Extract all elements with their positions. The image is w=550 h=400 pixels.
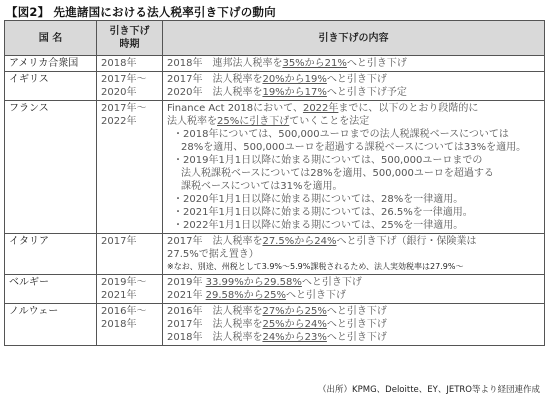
period-cell — [97, 101, 163, 234]
period-line: 2022年 — [101, 116, 137, 127]
content-line: 2017年 法人税率を27.5%から24%へと引き下げ（銀行・保険業は — [167, 236, 477, 247]
header-period — [97, 21, 163, 56]
country-cell: アメリカ合衆国 — [5, 56, 97, 72]
content-line: 2020年 法人税率を19%から17%へと引き下げ予定 — [167, 87, 407, 98]
list-item: ・2020年1月1日以降に始まる期については、28%を一律適用。 — [173, 194, 464, 205]
country-cell: イギリス — [5, 72, 97, 101]
header-period-line-1: 引き下げ — [109, 26, 150, 37]
period-line: 2020年 — [101, 87, 137, 98]
period-line: 2017年～ — [101, 103, 147, 114]
header-period-line-2: 時期 — [119, 39, 140, 50]
country-cell: フランス — [5, 101, 97, 234]
table-header-row — [5, 21, 545, 56]
content-line: 法人税率を25%に引き下げていくことを法定 — [167, 116, 370, 127]
period-cell — [97, 304, 163, 346]
list-item-continuation: 課税ベースについては31%を適用。 — [181, 181, 343, 192]
period-cell — [97, 72, 163, 101]
period-line: 2016年～ — [101, 306, 147, 317]
content-line: 2016年 法人税率を27%から25%へと引き下げ — [167, 306, 387, 317]
list-item-continuation: 28%を適用、500,000ユーロを超過する課税ベースについては33%を適用。 — [181, 142, 527, 153]
list-item: ・2022年1月1日以降に始まる期については、25%を一律適用。 — [173, 220, 464, 231]
content-cell — [163, 72, 545, 101]
content-line: 2019年 33.99%から29.58%へと引き下げ — [167, 277, 362, 288]
table-row-belgium — [5, 275, 545, 304]
content-line: 27.5%で据え置き） — [167, 249, 259, 260]
list-item: ・2021年1月1日以降に始まる期については、26.5%を一律適用。 — [173, 207, 473, 218]
period-cell — [97, 234, 163, 275]
table-row-usa — [5, 56, 545, 72]
content-line: Finance Act 2018において、2022年までに、以下のとおり段階的に — [167, 103, 479, 114]
content-cell — [163, 101, 545, 234]
source-note: （出所）KPMG、Deloitte、EY、JETRO等より経団連作成 — [318, 385, 540, 395]
list-item-continuation: 法人税課税ベースについては28%を適用、500,000ユーロを超過する — [181, 168, 494, 179]
table-row-italy — [5, 234, 545, 275]
table-row-norway — [5, 304, 545, 346]
period-line: 2018年 — [101, 58, 137, 69]
table-row-uk — [5, 72, 545, 101]
tax-rate-table — [4, 20, 545, 346]
table-row-france — [5, 101, 545, 234]
period-line: 2021年 — [101, 290, 137, 301]
figure-title: 【図2】 先進諸国における法人税率引き下げの動向 — [6, 5, 276, 19]
list-item: ・2018年については、500,000ユーロまでの法人税課税ベースについては — [173, 129, 509, 140]
country-cell: イタリア — [5, 234, 97, 275]
period-cell — [97, 56, 163, 72]
content-line: 2018年 連邦法人税率を35%から21%へと引き下げ — [167, 58, 407, 69]
period-cell — [97, 275, 163, 304]
header-content: 引き下げの内容 — [163, 21, 545, 56]
content-cell — [163, 275, 545, 304]
period-line: 2019年～ — [101, 277, 147, 288]
period-line: 2017年～ — [101, 74, 147, 85]
country-cell: ベルギー — [5, 275, 97, 304]
content-cell — [163, 304, 545, 346]
footnote: ※なお、別途、州税として3.9%～5.9%課税されるため、法人実効税率は27.9%～ — [167, 262, 464, 271]
header-country: 国 名 — [5, 21, 97, 56]
content-line: 2021年 29.58%から25%へと引き下げ — [167, 290, 346, 301]
content-line: 2018年 法人税率を24%から23%へと引き下げ — [167, 332, 387, 343]
period-line: 2017年 — [101, 236, 137, 247]
period-line: 2018年 — [101, 319, 137, 330]
content-cell — [163, 56, 545, 72]
content-cell — [163, 234, 545, 275]
content-line: 2017年 法人税率を20%から19%へと引き下げ — [167, 74, 387, 85]
list-item: ・2019年1月1日以降に始まる期については、500,000ユーロまでの — [173, 155, 483, 166]
country-cell: ノルウェー — [5, 304, 97, 346]
content-line: 2017年 法人税率を25%から24%へと引き下げ — [167, 319, 387, 330]
